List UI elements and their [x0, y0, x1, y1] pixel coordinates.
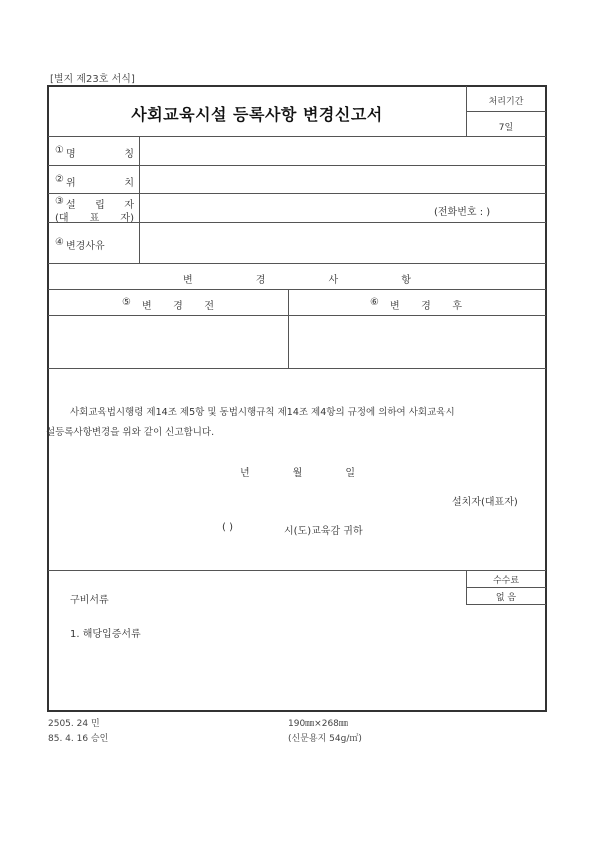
fee-label: 수수료	[492, 576, 520, 586]
location-field-number: ②	[55, 174, 64, 185]
phone-number-field[interactable]: (전화번호 : )	[434, 207, 491, 218]
required-documents-label: 구비서류	[70, 595, 109, 606]
founder-field-number: ③	[55, 196, 64, 207]
paper-size: 190㎜×268㎜	[288, 719, 348, 729]
reason-field-number: ④	[55, 237, 64, 248]
recipient-label: 시(도)교육감 귀하	[284, 526, 363, 537]
before-change-label: 변 경 전	[142, 301, 214, 312]
after-change-input[interactable]	[290, 317, 545, 367]
founder-input[interactable]	[141, 195, 431, 221]
form-code: 2505. 24 민	[48, 719, 100, 729]
name-field-number: ①	[55, 145, 64, 156]
location-input[interactable]	[141, 167, 545, 192]
after-change-label: 변 경 후	[390, 301, 462, 312]
processing-period-value: 7일	[498, 123, 514, 133]
representative-label: (대 표 자)	[55, 213, 134, 224]
declaration-text: 사회교육법시행령 제14조 제5항 및 동법시행규칙 제14조 제4항의 규정에 의하여 사회교육시 설등록사항변경을 위와 같이 신고합니다.	[46, 407, 455, 438]
form-title: 사회교육시설 등록사항 변경신고서	[131, 105, 383, 124]
declaration-date[interactable]: 년 월 일	[240, 468, 355, 479]
form-number-label: [별지 제23호 서식]	[50, 74, 135, 85]
before-change-number: ⑤	[122, 297, 131, 308]
after-change-number: ⑥	[370, 297, 379, 308]
before-change-input[interactable]	[50, 317, 286, 367]
approval-date: 85. 4. 16 승인	[48, 734, 109, 744]
processing-period-label: 처리기간	[488, 97, 524, 107]
reason-input[interactable]	[141, 224, 545, 262]
name-input[interactable]	[141, 138, 545, 164]
location-field-label: 위 치	[66, 178, 134, 189]
paper-type: (신문용지 54g/㎡)	[288, 734, 362, 744]
fee-value: 없 음	[495, 593, 517, 603]
reason-field-label: 변경사유	[66, 241, 105, 252]
required-document-item: 1. 해당입증서류	[70, 629, 141, 640]
founder-field-label: 설 립 자	[66, 200, 134, 211]
name-field-label: 명 칭	[66, 149, 134, 160]
recipient-region-field[interactable]: ( )	[222, 522, 233, 533]
changes-section-header: 변 경 사 항	[183, 275, 411, 286]
signer-label: 설치자(대표자)	[452, 497, 518, 508]
